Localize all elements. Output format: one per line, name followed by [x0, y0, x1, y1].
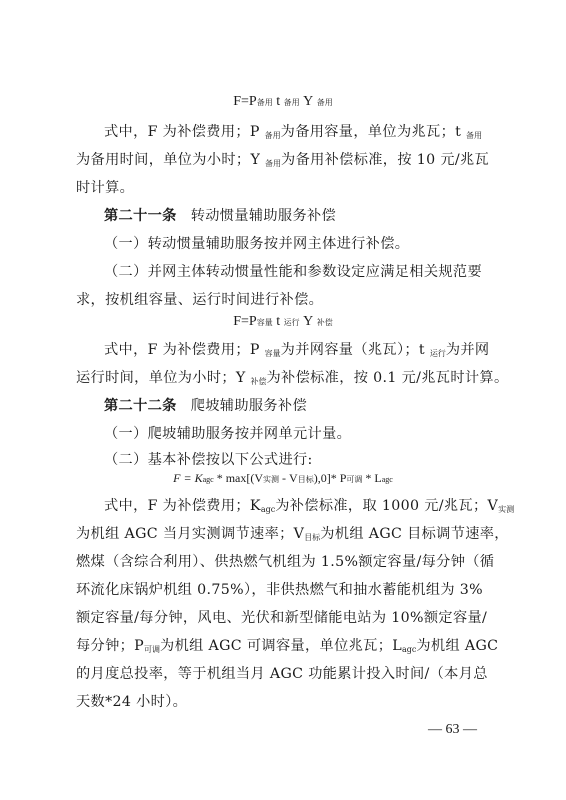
para3-line5: 额定容量/每分钟，风电、光伏和新型储能电站为 10%额定容量/	[76, 610, 488, 626]
article-22-item-1: （一）爬坡辅助服务按并网单元计量。	[104, 426, 352, 442]
article-21-heading: 第二十一条 转动惯量辅助服务补偿	[104, 208, 337, 224]
para3-line3: 燃煤（含综合利用）、供热燃气机组为 1.5%额定容量/每分钟（循	[76, 554, 495, 570]
ramp-compensation-formula: F = Kagc * max[(V实测 - V目标),0]* P可调 * Lagc	[173, 471, 393, 485]
article-22-heading: 第二十二条 爬坡辅助服务补偿	[104, 398, 308, 414]
article-21-item-2-line1: （二）并网主体转动惯量性能和参数设定应满足相关规范要	[104, 264, 482, 280]
para3-line2: 为机组 AGC 当月实测调节速率；$V_{目标}$为机组 AGC 目标调节速率，	[76, 526, 509, 542]
para3-line8: 天数*24 小时）。	[76, 694, 188, 710]
article-21-item-2-line2: 求，按机组容量、运行时间进行补偿。	[76, 292, 324, 308]
page-number: — 63 —	[428, 722, 477, 737]
para3-line7: 的月度总投率，等于机组当月 AGC 功能累计投入时间/（本月总	[76, 666, 488, 682]
para1-line3: 时计算。	[76, 180, 135, 196]
para2-line2: 运行时间，单位为小时；Y $_{补偿}$为补偿标准，按 0.1 元/兆瓦时计算。	[76, 370, 509, 386]
para1-line2: 为备用时间，单位为小时；Y $_{备用}$为备用补偿标准，按 10 元/兆瓦	[76, 152, 490, 168]
para1-line1: 式中，F 为补偿费用；P $_{备用}$为备用容量，单位为兆瓦；t $_{备用}$	[104, 124, 483, 140]
reserve-compensation-formula: F=P备用 t 备用 Y 备用	[233, 94, 333, 109]
article-21-item-1: （一）转动惯量辅助服务按并网主体进行补偿。	[104, 236, 410, 252]
para3-line4: 环流化床锅炉机组 0.75%），非供热燃气和抽水蓄能机组为 3%	[76, 582, 484, 598]
inertia-compensation-formula: F=P容量 t 运行 Y 补偿	[233, 314, 333, 329]
para3-line6: 每分钟；$P_{可调}$为机组 AGC 可调容量，单位兆瓦；$L_{agc}$为机组 AGC	[76, 638, 499, 654]
para3-line1: 式中，F 为补偿费用；$K_{agc}$为补偿标准，取 1000 元/兆瓦；$V_{实测}$	[104, 498, 515, 514]
article-22-item-2: （二）基本补偿按以下公式进行:	[104, 452, 313, 468]
para2-line1: 式中，F 为补偿费用；P $_{容量}$为并网容量（兆瓦）；t $_{运行}$为并网	[104, 342, 490, 358]
